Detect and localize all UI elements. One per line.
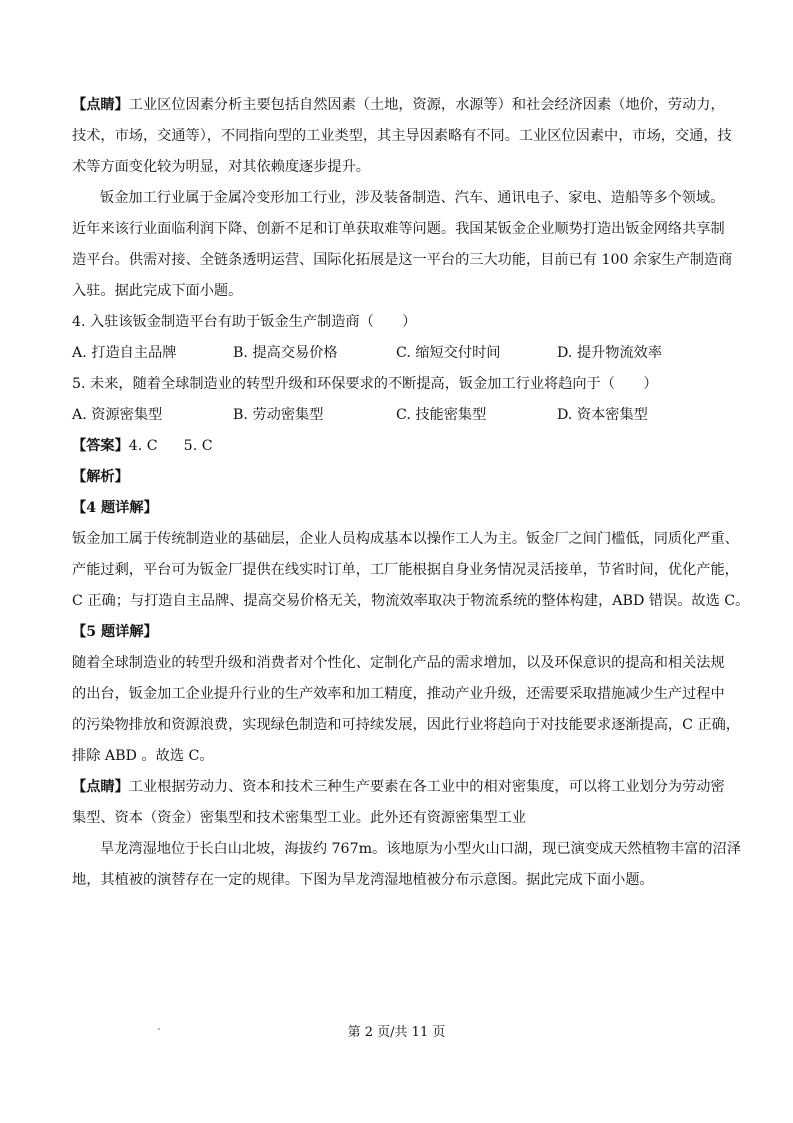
text-line: 集型、资本（资金）密集型和技术密集型工业。此外还有资源密集型工业 bbox=[72, 810, 527, 826]
option-b: B. 提高交易价格 bbox=[233, 345, 338, 361]
material-paragraph bbox=[72, 183, 733, 307]
option-a: A. 打造自主品牌 bbox=[72, 345, 177, 361]
text-line: 【点睛】工业区位因素分析主要包括自然因素（土地，资源，水源等）和社会经济因素（地价，劳动力， bbox=[72, 97, 725, 113]
note-label: 【点睛】 bbox=[72, 779, 129, 795]
text-line: 随着全球制造业的转型升级和消费者对个性化、定制化产品的需求增加，以及环保意识的提高和相关法规 bbox=[72, 655, 725, 671]
option-c: C. 缩短交付时间 bbox=[396, 345, 501, 361]
detail-5 bbox=[72, 617, 740, 772]
page-footer: 第 2 页/共 11 页 bbox=[347, 1025, 446, 1040]
detail-5-label: 【5 题详解】 bbox=[72, 624, 158, 640]
question-4 bbox=[72, 307, 724, 369]
option-a: A. 资源密集型 bbox=[72, 407, 163, 423]
text-line: 的出台，钣金加工企业提升行业的生产效率和加工精度，推动产业升级，还需要采取措施减少生产过程中 bbox=[72, 686, 725, 702]
text-line: C 正确；与打造自主品牌、提高交易价格无关，物流效率取决于物流系统的整体构建，ABD 错误。故选 C。 bbox=[72, 593, 750, 609]
detail-4 bbox=[72, 493, 750, 617]
text-line: 术等方面变化较为明显，对其依赖度逐步提升。 bbox=[72, 159, 370, 175]
answer-label: 【答案】 bbox=[72, 438, 129, 454]
text-line: 排除 ABD 。故选 C。 bbox=[72, 748, 214, 764]
question-stem: 5. 未来，随着全球制造业的转型升级和环保要求的不断提高，钣金加工行业将趋向于（ ） bbox=[72, 376, 658, 392]
analysis-label: 【解析】 bbox=[72, 469, 129, 485]
text-line: 钣金加工行业属于金属冷变形加工行业，涉及装备制造、汽车、通讯电子、家电、造船等多个领域。 bbox=[100, 190, 725, 206]
option-d: D. 提升物流效率 bbox=[557, 345, 663, 361]
note-label: 【点睛】 bbox=[72, 97, 129, 113]
text-line: 旱龙湾湿地位于长白山北坡，海拔约 767m。该地原为小型火山口湖，现已演变成天然植物丰富的沼泽 bbox=[100, 841, 741, 857]
option-c: C. 技能密集型 bbox=[396, 407, 487, 423]
detail-4-label: 【4 题详解】 bbox=[72, 500, 158, 516]
note-paragraph-1 bbox=[72, 90, 732, 183]
answer-line bbox=[72, 431, 724, 462]
question-5 bbox=[72, 369, 724, 431]
question-options bbox=[72, 338, 724, 369]
text-line: 地，其植被的演替存在一定的规律。下图为旱龙湾湿地植被分布示意图。据此完成下面小题。 bbox=[72, 872, 654, 888]
text-line: 入驻。据此完成下面小题。 bbox=[72, 283, 243, 299]
text-line: 技术，市场，交通等），不同指向型的工业类型，其主导因素略有不同。工业区位因素中，市场，交通，技 bbox=[72, 128, 732, 144]
text-line: 的污染物排放和资源浪费，实现绿色制造和可持续发展，因此行业将趋向于对技能要求逐渐提高，C 正确， bbox=[72, 717, 740, 733]
option-d: D. 资本密集型 bbox=[557, 407, 648, 423]
option-b: B. 劳动密集型 bbox=[233, 407, 324, 423]
closing-paragraph bbox=[72, 834, 741, 896]
question-stem: 4. 入驻该钣金制造平台有助于钣金生产制造商（ ） bbox=[72, 314, 417, 330]
text-line: 产能过剩，平台可为钣金厂提供在线实时订单，工厂能根据自身业务情况灵活接单，节省时间，优化产能， bbox=[72, 562, 739, 578]
note-paragraph-2 bbox=[72, 772, 724, 834]
text-line: 钣金加工属于传统制造业的基础层，企业人员构成基本以操作工人为主。钣金厂之间门槛低，同质化严重、 bbox=[72, 531, 739, 547]
answer-q5: 5. C bbox=[183, 438, 213, 454]
question-options bbox=[72, 400, 724, 431]
answer-q4: 4. C bbox=[128, 438, 158, 454]
text-line: 造平台。供需对接、全链条透明运营、国际化拓展是这一平台的三大功能，目前已有 100 余家生产制造商 bbox=[72, 252, 733, 268]
text-line: 【点睛】工业根据劳动力、资本和技术三种生产要素在各工业中的相对密集度，可以将工业划分为劳动密 bbox=[72, 779, 725, 795]
text-line: 近年来该行业面临利润下降、创新不足和订单获取难等问题。我国某钣金企业顺势打造出钣金网络共享制 bbox=[72, 221, 725, 237]
page-content bbox=[72, 90, 750, 896]
